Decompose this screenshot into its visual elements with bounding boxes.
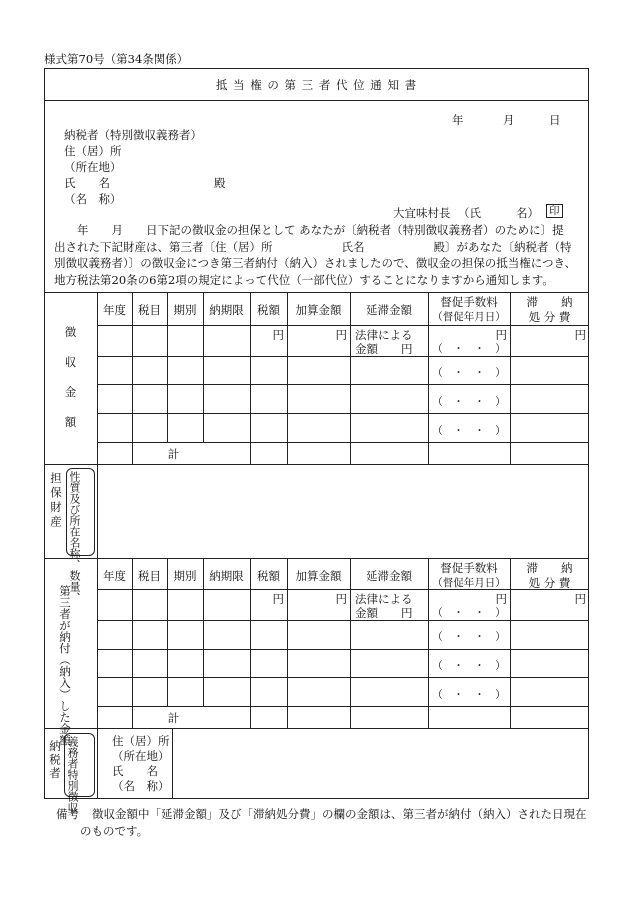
date-paren: （ ・ ・ ）: [432, 660, 506, 672]
header-expense-1: 滞 納: [526, 561, 573, 575]
sender-title: 大宜味村長: [393, 206, 451, 220]
intro-line-2: 出された下記財産は、第三者〔住（居）所 氏名 殿〕があなた〔納税者（特: [54, 239, 572, 254]
unit-yen: 円: [335, 328, 347, 342]
taxpayer-location: （所在地）: [112, 749, 170, 763]
addressee-name-alt: （名 称）: [64, 192, 122, 206]
unit-yen: 円: [574, 328, 586, 342]
header-year: 年度: [103, 569, 126, 583]
header-year: 年度: [103, 303, 126, 317]
intro-line-3: 別徴収義務者）〕の徴収金につき第三者納付（納入）されましたので、徴収金の担保の抵当権につき、: [54, 256, 577, 270]
note-label: 備考: [56, 807, 79, 821]
header-expense-2: 処 分 費: [528, 576, 571, 590]
collateral-sub: 性質及び所在名称、数量、: [68, 471, 81, 603]
intro-paragraph: [54, 222, 594, 288]
date-paren: （ ・ ・ ）: [432, 425, 506, 437]
header-fee-2: （督促年月日）: [432, 577, 506, 589]
unit-yen: 円: [272, 592, 284, 606]
note-line-2: のものです。: [80, 824, 149, 838]
taxpayer-name-alt: （名 称）: [112, 779, 170, 793]
header-delinquency: 延滞金額: [366, 569, 412, 583]
taxpayer-residence: 住（居）所: [112, 734, 170, 748]
section-collection-amount: 徴 収 金 額: [64, 325, 77, 429]
header-surcharge: 加算金額: [295, 303, 342, 317]
date-paren: （ ・ ・ ）: [432, 367, 506, 379]
seal-mark: 印: [546, 204, 563, 218]
date-paren: （ ・ ・ ）: [432, 689, 506, 701]
unit-yen: 円: [335, 592, 347, 606]
header-due: 納期限: [209, 569, 244, 583]
header-expense-2: 処 分 費: [528, 310, 571, 324]
unit-yen: 円: [574, 592, 586, 606]
form-number: 様式第70号（第34条関係）: [44, 52, 189, 66]
header-due: 納期限: [209, 303, 244, 317]
header-amount: 税額: [257, 569, 280, 583]
header-fee-1: 督促手数料: [440, 561, 498, 575]
taxpayer-section-sub: 義務者特別徴収: [66, 736, 79, 813]
header-period: 期別: [173, 569, 197, 583]
section-third-party-paid: 第三者が納付（納入）した金額: [58, 585, 72, 746]
addressee-location: （所在地）: [64, 160, 122, 174]
law-text-1: 法律による: [355, 592, 413, 606]
unit-yen: 円: [272, 328, 284, 342]
header-fee-1: 督促手数料: [440, 295, 498, 309]
header-amount: 税額: [257, 303, 280, 317]
collateral-label: 担保財産: [49, 472, 63, 530]
unit-yen: 円: [495, 592, 507, 606]
header-tax-item: 税目: [138, 569, 161, 583]
unit-yen: 円: [495, 328, 507, 342]
date-paren: （ ・ ・ ）: [432, 396, 506, 408]
intro-line-1: 年 月 日下記の徴収金の担保として あなたが〔納税者（特別徴収義務者）のために〕提: [54, 223, 564, 237]
addressee-taxpayer: 納税者（特別徴収義務者）: [64, 128, 202, 142]
header-fee-2: （督促年月日）: [432, 311, 506, 323]
law-text-2: 金額 円: [355, 606, 413, 620]
total-label: 計: [167, 711, 180, 725]
sender-name-open: （氏: [458, 206, 481, 220]
intro-line-4: 地方税法第20条の6第2項の規定によって代位（一部代位）することになりますから通知します。: [54, 272, 554, 287]
date-day: 日: [549, 113, 561, 127]
header-period: 期別: [173, 303, 197, 317]
addressee-name-label: 氏 名: [64, 176, 110, 190]
date-paren: （ ・ ・ ）: [432, 343, 506, 355]
law-text-1: 法律による: [355, 328, 413, 342]
header-tax-item: 税目: [138, 303, 161, 317]
note-line-1: 徴収金額中「延滞金額」及び「滞納処分費」の欄の金額は、第三者が納付（納入）された日現在: [92, 807, 587, 821]
date-paren: （ ・ ・ ）: [432, 607, 506, 619]
header-expense-1: 滞 納: [526, 295, 573, 309]
header-surcharge: 加算金額: [295, 569, 342, 583]
taxpayer-section-label: 納税者: [48, 740, 62, 781]
addressee-honorific: 殿: [214, 176, 226, 190]
header-delinquency: 延滞金額: [366, 303, 412, 317]
date-year: 年: [452, 113, 464, 127]
law-text-2: 金額 円: [355, 342, 413, 356]
total-label: 計: [167, 447, 180, 461]
date-month: 月: [503, 113, 515, 127]
addressee-residence: 住（居）所: [64, 144, 122, 158]
date-paren: （ ・ ・ ）: [432, 631, 506, 643]
taxpayer-name: 氏 名: [112, 764, 158, 778]
sender-name-close: 名）: [516, 206, 539, 220]
page-title: 抵 当 権 の 第 三 者 代 位 通 知 書: [215, 78, 418, 92]
